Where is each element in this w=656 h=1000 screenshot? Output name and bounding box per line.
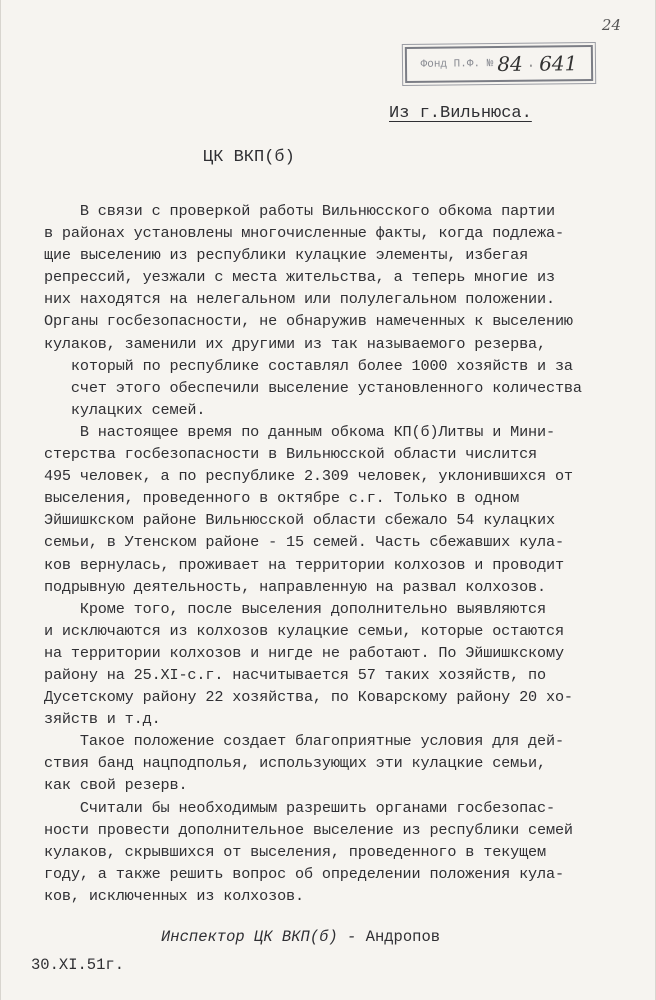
body-line: Эйшишкском районе Вильнюсской области сбежало 54 кулацких — [44, 511, 555, 530]
body-line: который по республике составлял более 1000 хозяйств и за — [44, 356, 573, 375]
signature-line — [161, 928, 440, 946]
body-line: кулаков, скрывшихся от выселения, проведенного в текущем — [44, 842, 546, 861]
body-line: них находятся на нелегальном или полулегальном положении. — [44, 290, 555, 309]
stamp-separator: . — [526, 55, 536, 72]
letter-origin: Из г.Вильнюса. — [389, 104, 532, 123]
body-line: Дусетскому району 22 хозяйства, по Коварскому району 20 хо- — [44, 688, 573, 707]
body-line: в районах установлены многочисленные факты, когда подлежа- — [44, 224, 564, 243]
page-number: 24 — [601, 16, 621, 34]
body-line: В настоящее время по данным обкома КП(б)Литвы и Мини- — [44, 422, 555, 441]
signature-name: Андропов — [365, 928, 441, 946]
body-line: кулаков, заменили их другими из так называемого резерва, — [44, 334, 546, 353]
body-line: ности провести дополнительное выселение из республики семей — [44, 820, 573, 839]
body-line: Такое положение создает благоприятные условия для дей- — [44, 732, 564, 751]
body-line: ков, исключенных из колхозов. — [44, 886, 304, 905]
body-line: репрессий, уезжали с места жительства, а теперь многие из — [44, 268, 555, 287]
body-line: Кроме того, после выселения дополнительно выявляются — [44, 599, 546, 618]
stamp-code-a: 84 — [497, 51, 523, 77]
body-line: выселения, проведенного в октябре с.г. Только в одном — [44, 489, 520, 508]
stamp-code-b: 641 — [539, 51, 578, 76]
body-line: счет этого обеспечили выселение установленного количества — [44, 378, 582, 397]
body-line: подрывную деятельность, направленную на развал колхозов. — [44, 577, 546, 596]
body-line: стерства госбезопасности в Вильнюсской области числится — [44, 445, 538, 464]
body-line: семьи, в Утенском районе - 15 семей. Часть сбежавших кула- — [44, 533, 564, 552]
letter-addressee: ЦК ВКП(б) — [203, 148, 295, 167]
body-line: району на 25.XI-с.г. насчитывается 57 таких хозяйств, по — [44, 665, 546, 684]
letter-date: 30.XI.51г. — [31, 956, 125, 974]
body-line: Считали бы необходимым разрешить органами госбезопас- — [44, 798, 555, 817]
stamp-label: Фонд П.Ф. № — [420, 58, 494, 71]
body-line: кулацких семей. — [44, 400, 206, 419]
body-line: 495 человек, а по республике 2.309 человек, уклонившихся от — [44, 467, 573, 486]
letter-body — [44, 200, 629, 907]
body-line: году, а также решить вопрос об определении положения кула- — [44, 864, 564, 883]
signature-title: Инспектор ЦК ВКП(б) - — [161, 928, 357, 946]
body-line: ков вернулась, проживает на территории колхозов и проводит — [44, 555, 564, 574]
body-line: зяйств и т.д. — [44, 710, 161, 729]
body-line: Органы госбезопасности, не обнаружив намеченных к выселению — [44, 312, 573, 331]
body-line: щие выселению из республики кулацкие элементы, избегая — [44, 246, 529, 265]
archive-stamp — [405, 45, 593, 83]
body-line: и исключаются из колхозов кулацкие семьи, которые остаются — [44, 621, 564, 640]
body-line: как свой резерв. — [44, 776, 188, 795]
body-line: ствия банд нацподполья, использующих эти кулацкие семьи, — [44, 754, 546, 773]
body-line: В связи с проверкой работы Вильнюсского обкома партии — [44, 202, 555, 220]
body-line: на территории колхозов и нигде не работают. По Эйшишкскому — [44, 643, 564, 662]
